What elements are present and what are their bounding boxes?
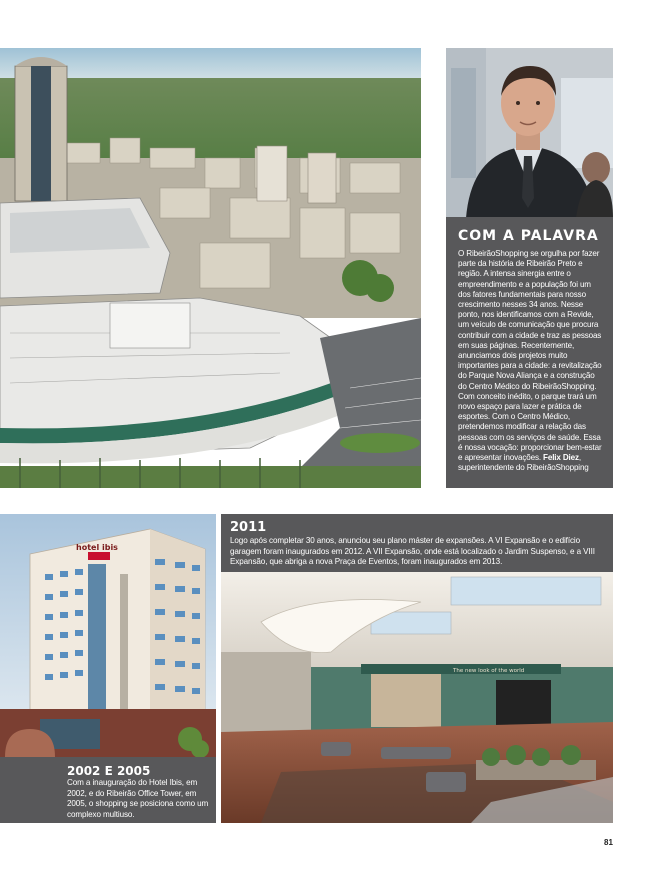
- milestone-2002-year: 2002 E 2005: [67, 764, 151, 778]
- hotel-sign: hotel ibis: [76, 543, 118, 552]
- milestone-2002-panel: [0, 757, 216, 823]
- portrait-photo: [446, 48, 613, 218]
- milestone-2011-year: 2011: [230, 520, 267, 535]
- quote-text: O RibeirãoShopping se orgulha por fazer parte da história de Ribeirão Preto e região. A intensa sinergia entre o empreendimento e a população foi um dos fatores fundamentais para nosso crescimento nesses 34 anos. Nesse ponto, nos identificamos com a Revide, um veículo de comunicação que procura contribuir com a cidade e traz as pessoas em suas páginas. Recentemente, anunciamos dois projetos muito importantes para a cidade: a revitalização do Parque Nova Aliança e a construção do Centro Médico do RibeirãoShopping. Com conceito inédito, o parque trará um novo espaço para lazer e prática de esportes. Com o Centro Médico, pretendemos modificar a relação das pessoas com os serviços de saúde. Essa é nossa vocação: proporcionar bem-estar e apresentar inovações.: [458, 249, 602, 463]
- mall-store-sign: The new look of the world: [453, 668, 525, 674]
- milestone-2002-text: Com a inauguração do Hotel Ibis, em 2002, e do Ribeirão Office Tower, em 2005, o shopping se posiciona como um complexo multiuso.: [67, 778, 209, 819]
- quote-panel: [446, 217, 613, 488]
- milestone-2011-text: Logo após completar 30 anos, anunciou seu plano máster de expansões. A VI Expansão e o edifício garagem foram inaugurados em 2012. A VII Expansão, onde está localizado o Jardim Suspenso, e a VIII Expansão, que abriga a nova Praça de Eventos, foram inaugurados em 2013.: [230, 536, 595, 566]
- page-number: 81: [604, 838, 613, 847]
- quote-signature-role: , superintendente do RibeirãoShopping: [458, 453, 589, 473]
- interior-photo: [221, 572, 613, 823]
- quote-body: [458, 249, 604, 473]
- milestone-2011-panel: [221, 514, 613, 572]
- quote-heading: COM A PALAVRA: [458, 228, 599, 244]
- aerial-photo: [0, 48, 421, 488]
- quote-signature: Felix Diez: [543, 453, 579, 463]
- hotel-photo: [0, 514, 216, 757]
